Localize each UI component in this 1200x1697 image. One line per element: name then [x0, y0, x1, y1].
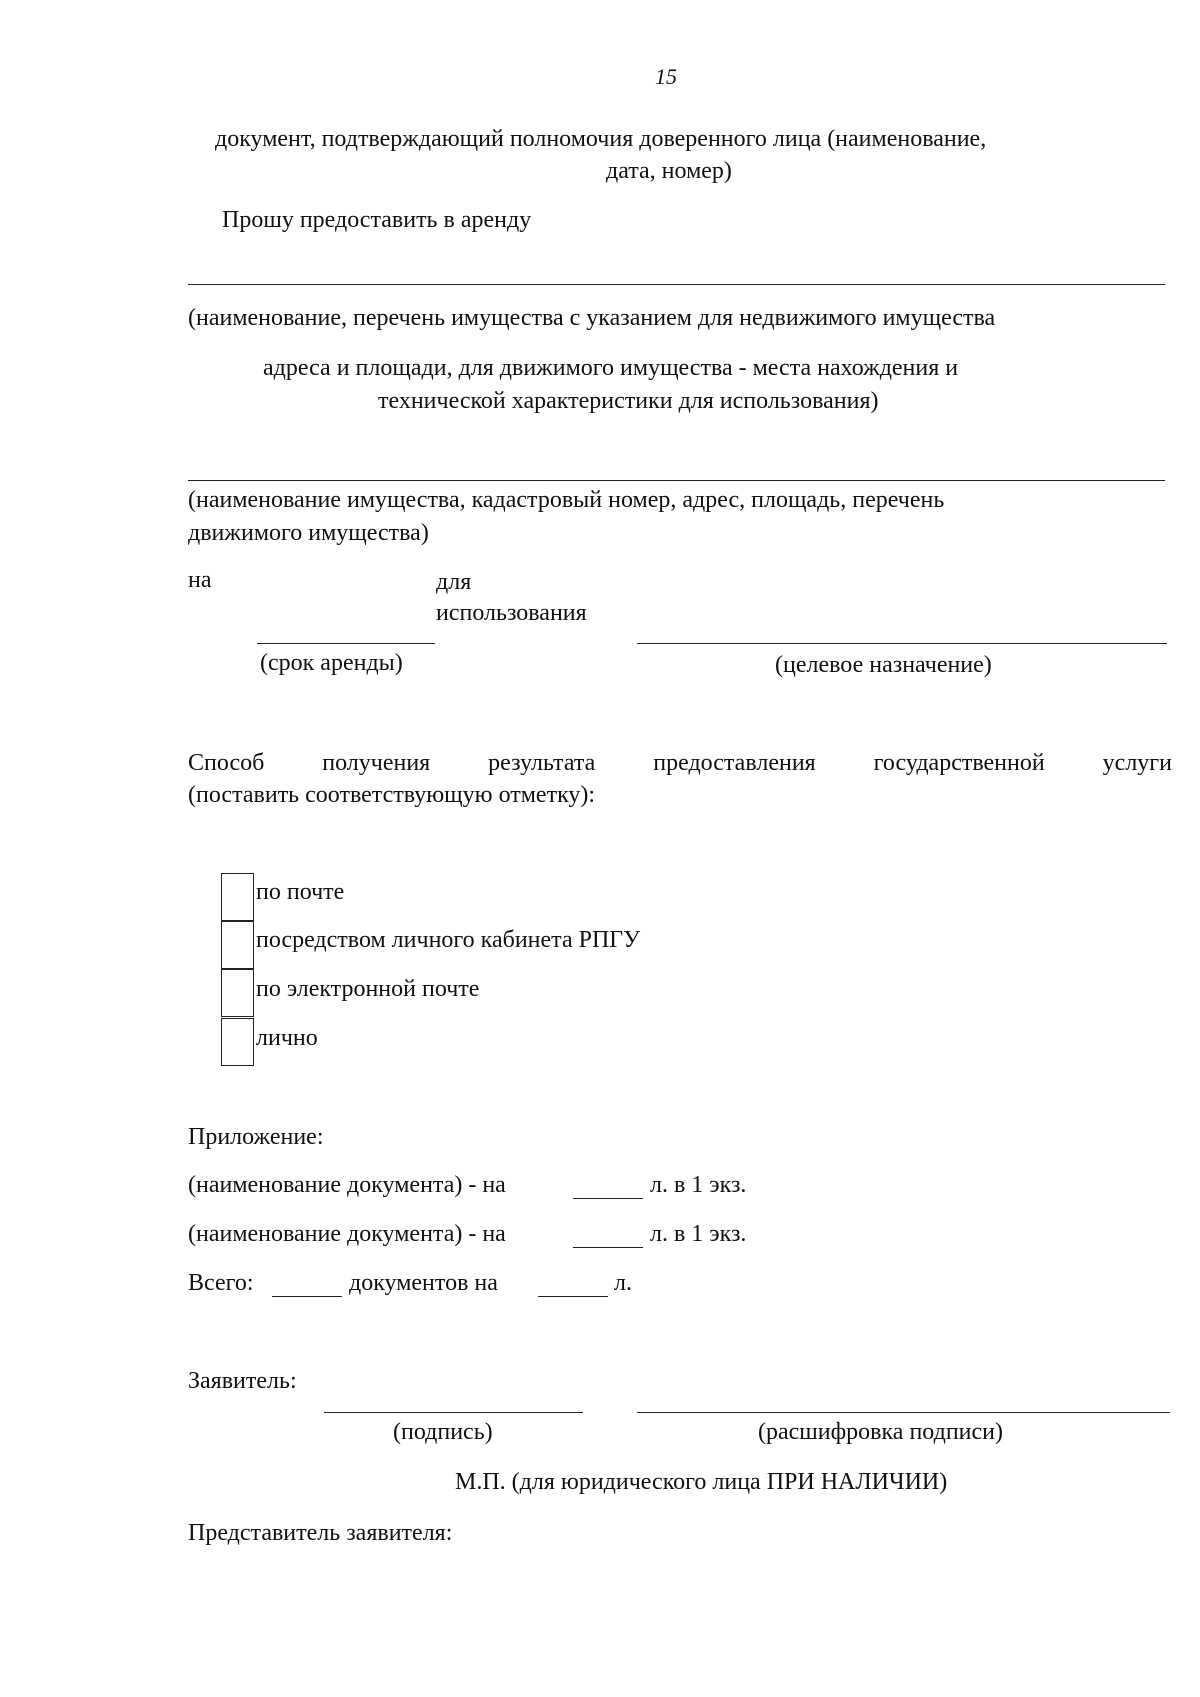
checkbox-rpgu-cabinet[interactable]: [221, 921, 254, 969]
representative-label: Представитель заявителя:: [188, 1520, 453, 1546]
total-docs-label: документов на: [349, 1270, 498, 1296]
property-input-line[interactable]: [188, 284, 1165, 285]
property-caption-line-2: адреса и площади, для движимого имущества - места нахождения и: [263, 355, 959, 381]
term-caption: (срок аренды): [260, 650, 403, 676]
property-details-line-2: движимого имущества): [188, 520, 429, 546]
option-by-post-label: по почте: [256, 879, 345, 905]
result-method-line-1: Способ получения результата предоставления государственной услуги: [188, 750, 1172, 776]
purpose-caption: (целевое назначение): [775, 652, 992, 678]
signature-input-line[interactable]: [324, 1412, 583, 1413]
total-docs-line[interactable]: [272, 1296, 342, 1297]
attachment-2-name: (наименование документа) - на: [188, 1221, 506, 1247]
purpose-input-line[interactable]: [637, 643, 1167, 644]
applicant-label: Заявитель:: [188, 1368, 297, 1394]
attachment-2-suffix: л. в 1 экз.: [650, 1221, 747, 1247]
attachment-1-pages-line[interactable]: [573, 1198, 643, 1199]
request-text: Прошу предоставить в аренду: [222, 207, 532, 233]
attachment-2-pages-line[interactable]: [573, 1247, 643, 1248]
attachments-title: Приложение:: [188, 1124, 324, 1150]
option-email-label: по электронной почте: [256, 976, 480, 1002]
total-suffix: л.: [614, 1270, 632, 1296]
attachment-1-suffix: л. в 1 экз.: [650, 1172, 747, 1198]
signature-decoding-input-line[interactable]: [637, 1412, 1170, 1413]
proxy-document-line-2: дата, номер): [606, 158, 732, 184]
term-input-line[interactable]: [257, 643, 435, 644]
checkbox-email[interactable]: [221, 969, 254, 1017]
result-method-line-2: (поставить соответствующую отметку):: [188, 782, 596, 808]
option-rpgu-cabinet-label: посредством личного кабинета РПГУ: [256, 927, 641, 953]
term-usage-label: использования: [436, 600, 587, 626]
property-details-line-1: (наименование имущества, кадастровый номер, адрес, площадь, перечень: [188, 487, 945, 513]
signature-decoding-caption: (расшифровка подписи): [758, 1419, 1003, 1445]
property-caption-line-3: технической характеристики для использования): [378, 388, 879, 414]
checkbox-by-post[interactable]: [221, 873, 254, 921]
term-on-label: на: [188, 567, 212, 593]
term-for-label: для: [436, 569, 472, 595]
seal-note: М.П. (для юридического лица ПРИ НАЛИЧИИ): [455, 1469, 948, 1495]
attachment-1-name: (наименование документа) - на: [188, 1172, 506, 1198]
property-caption-line-1: (наименование, перечень имущества с указанием для недвижимого имущества: [188, 305, 996, 331]
total-pages-line[interactable]: [538, 1296, 608, 1297]
proxy-document-line-1: документ, подтверждающий полномочия доверенного лица (наименование,: [215, 126, 987, 152]
checkbox-in-person[interactable]: [221, 1018, 254, 1066]
property-details-input-line[interactable]: [188, 480, 1165, 481]
page-number: 15: [655, 64, 677, 89]
option-in-person-label: лично: [256, 1025, 318, 1051]
signature-caption: (подпись): [393, 1419, 493, 1445]
total-label: Всего:: [188, 1270, 254, 1296]
